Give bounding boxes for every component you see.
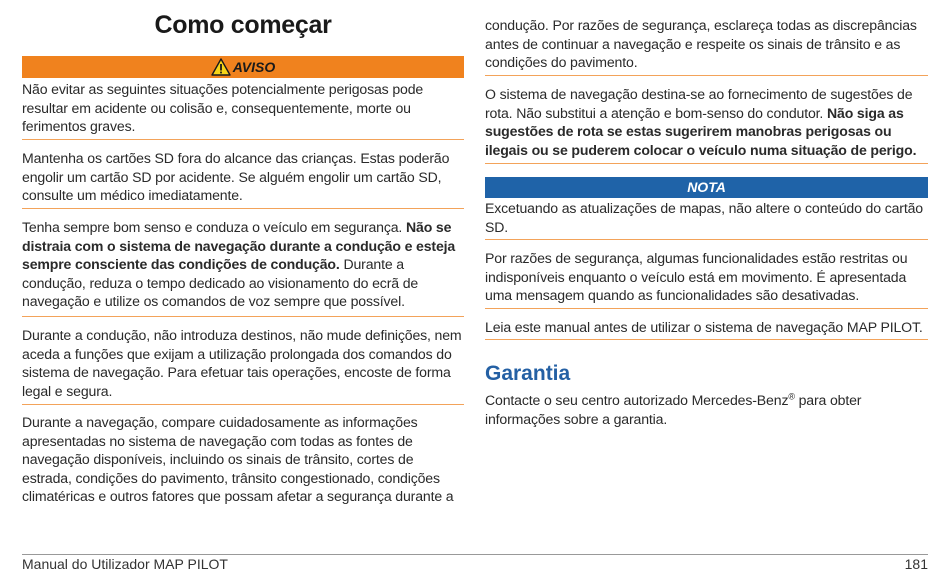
section-divider [485,339,928,340]
warranty-text [485,391,928,428]
section-divider [22,208,464,209]
footer-manual-title: Manual do Utilizador MAP PILOT [22,556,228,572]
section-divider [485,308,928,309]
warranty-text-start: Contacte o seu centro autorizado Mercedes-Benz [485,392,789,408]
note-banner: NOTA [485,177,928,198]
warning-text: Não evitar as seguintes situações potencialmente perigosas pode resultar em acidente ou colisão e, consequentemente, morte ou ferimentos graves. [22,81,424,135]
footer-divider [22,554,928,555]
screen-time-advice: Durante a condução, reduza o tempo dedicado ao visionamento do ecrã de navegação e utilize os comandos de voz sempre que possível. [22,256,419,310]
warning-label: AVISO [232,59,276,75]
warning-triangle-icon [211,58,231,76]
section-divider [22,404,464,405]
note-read-manual: Leia este manual antes de utilizar o sistema de navegação MAP PILOT. [485,319,923,335]
section-divider [22,139,464,140]
note-restricted-features: Por razões de segurança, algumas funcionalidades estão restritas ou indisponíveis enquanto o veículo está em movimento. É apresentada uma mensagem quando as funcionalidades são desativadas. [485,250,908,304]
distraction-warning: Não se distraia com o sistema de navegação durante a condução e esteja sempre consciente das condições de condução. [22,219,456,273]
warranty-text-end: para obter informações sobre a garantia. [485,392,862,427]
route-suggestions [485,85,928,159]
warranty-heading: Garantia [485,362,571,385]
compare-information: Durante a navegação, compare cuidadosamente as informações apresentadas no sistema de navegação com todas as fontes de navegação disponíveis, incluindo os sinais de trânsito, cortes de estrada, condições do pavimento, trânsito congestionado, condições climatéricas e outros fatores que possam afetar a segurança durante a [22,414,454,505]
good-sense-paragraph [22,218,464,311]
page-title: Como começar [154,11,332,39]
page-number: 181 [904,556,928,572]
section-divider [485,239,928,240]
sd-card-warning: Mantenha os cartões SD fora do alcance das crianças. Estas poderão engolir um cartão SD por acidente. Se alguém engolir um cartão SD, consulte um médico imediatamente. [22,150,450,204]
note-sd-card: Excetuando as atualizações de mapas, não altere o conteúdo do cartão SD. [485,200,923,235]
section-divider [22,316,464,317]
section-divider [485,75,928,76]
section-divider [485,163,928,164]
continue-navigation: condução. Por razões de segurança, esclareça todas as discrepâncias antes de continuar a navegação e respeite os sinais de trânsito e as condições do pavimento. [485,17,917,71]
registered-mark: ® [788,391,795,402]
warning-banner [22,56,464,78]
good-sense-intro: Tenha sempre bom senso e conduza o veículo em segurança. [22,219,403,235]
route-warning: Não siga as sugestões de rota se estas sugerirem manobras perigosas ou ilegais ou se puderem colocar o veículo numa situação de perigo. [485,104,917,158]
driving-restrictions: Durante a condução, não introduza destinos, não mude definições, nem aceda a funções que exijam a utilização prolongada dos comandos do sistema de navegação. Para efetuar tais operações, encoste de forma legal e segura. [22,327,462,399]
route-intro: O sistema de navegação destina-se ao fornecimento de sugestões de rota. Não substitui a atenção e bom-senso do condutor. [485,86,913,121]
